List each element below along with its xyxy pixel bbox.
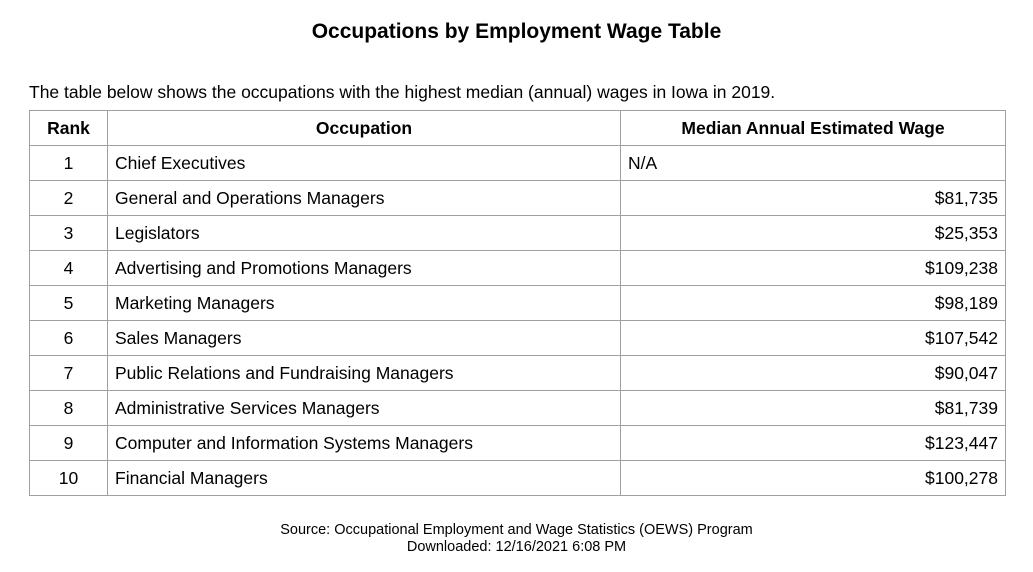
rank-cell: 6	[30, 321, 108, 356]
rank-cell: 9	[30, 426, 108, 461]
table-row	[30, 251, 1006, 286]
rank-cell: 2	[30, 181, 108, 216]
table-header-row	[30, 111, 1006, 146]
wage-cell: $123,447	[621, 426, 1006, 461]
wage-table	[29, 110, 1006, 496]
rank-cell: 3	[30, 216, 108, 251]
column-header-rank: Rank	[30, 111, 108, 146]
table-row	[30, 426, 1006, 461]
source-note: Source: Occupational Employment and Wage Statistics (OEWS) Program	[280, 522, 753, 538]
wage-cell: N/A	[621, 146, 1006, 181]
occupation-cell: Legislators	[108, 216, 621, 251]
wage-cell: $100,278	[621, 461, 1006, 496]
occupation-cell: Sales Managers	[108, 321, 621, 356]
wage-cell: $25,353	[621, 216, 1006, 251]
table-row	[30, 461, 1006, 496]
table-row	[30, 321, 1006, 356]
occupation-cell: Public Relations and Fundraising Managers	[108, 356, 621, 391]
wage-cell: $109,238	[621, 251, 1006, 286]
wage-cell: $107,542	[621, 321, 1006, 356]
table-row	[30, 391, 1006, 426]
page-title: Occupations by Employment Wage Table	[311, 20, 722, 43]
rank-cell: 4	[30, 251, 108, 286]
occupation-cell: General and Operations Managers	[108, 181, 621, 216]
table-row	[30, 286, 1006, 321]
table-row	[30, 356, 1006, 391]
wage-cell: $90,047	[621, 356, 1006, 391]
occupation-cell: Marketing Managers	[108, 286, 621, 321]
occupation-cell: Financial Managers	[108, 461, 621, 496]
column-header-wage: Median Annual Estimated Wage	[621, 111, 1006, 146]
table-row	[30, 216, 1006, 251]
wage-cell: $81,735	[621, 181, 1006, 216]
wage-cell: $81,739	[621, 391, 1006, 426]
occupation-cell: Advertising and Promotions Managers	[108, 251, 621, 286]
intro-text: The table below shows the occupations with the highest median (annual) wages in Iowa in 2019.	[29, 82, 776, 102]
wage-cell: $98,189	[621, 286, 1006, 321]
table-row	[30, 146, 1006, 181]
rank-cell: 1	[30, 146, 108, 181]
occupation-cell: Computer and Information Systems Managers	[108, 426, 621, 461]
column-header-occupation: Occupation	[108, 111, 621, 146]
rank-cell: 7	[30, 356, 108, 391]
rank-cell: 5	[30, 286, 108, 321]
occupation-cell: Chief Executives	[108, 146, 621, 181]
download-timestamp: Downloaded: 12/16/2021 6:08 PM	[406, 539, 627, 555]
rank-cell: 8	[30, 391, 108, 426]
source-footer	[0, 522, 1033, 556]
occupation-cell: Administrative Services Managers	[108, 391, 621, 426]
table-row	[30, 181, 1006, 216]
rank-cell: 10	[30, 461, 108, 496]
